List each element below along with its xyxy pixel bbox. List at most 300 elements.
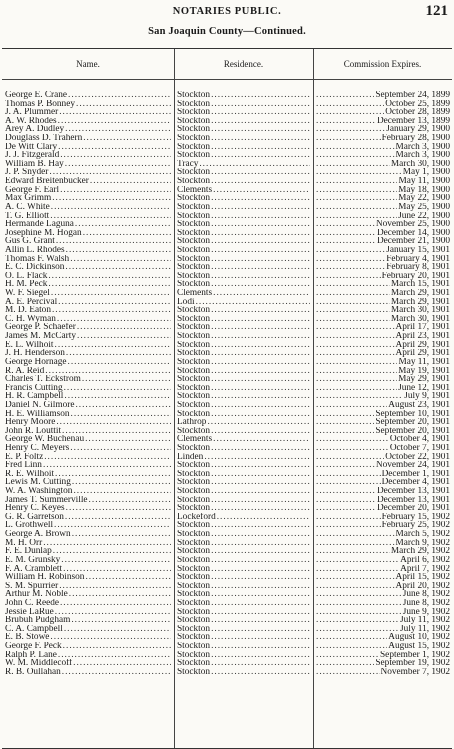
dot-leader: [211, 358, 310, 367]
residence: Stockton: [177, 314, 211, 324]
dot-leader: [54, 521, 171, 530]
table-row: [2, 565, 452, 574]
notary-name: S. M. Spurrier: [5, 581, 59, 591]
commission-expires: October 4, 1901: [389, 435, 450, 444]
residence-cell: [177, 246, 311, 255]
dot-leader: [211, 203, 310, 212]
residence: Stockton: [177, 624, 211, 634]
notary-name-cell: [5, 547, 172, 556]
commission-expires-cell: [315, 117, 450, 126]
notary-name: Fred Linn: [5, 461, 42, 470]
dot-leader: [211, 547, 310, 556]
residence: Stockton: [177, 504, 211, 513]
dot-leader: [211, 392, 310, 401]
residence: Stockton: [177, 349, 211, 358]
notary-name-cell: [5, 367, 172, 376]
residence: Stockton: [177, 530, 211, 539]
commission-expires-cell: [315, 392, 450, 401]
table-row: [2, 427, 452, 436]
notary-name: W. F. Siegel: [5, 289, 50, 298]
notary-name-cell: [5, 435, 172, 444]
notary-name-cell: [5, 444, 172, 453]
dot-leader: [316, 160, 390, 169]
residence: Stockton: [177, 254, 211, 264]
dot-leader: [316, 367, 397, 376]
dot-leader: [43, 461, 171, 470]
residence-cell: [177, 659, 311, 668]
residence: Stockton: [177, 375, 211, 384]
notary-name-cell: [5, 530, 172, 539]
commission-expires: February 8, 1901: [386, 263, 450, 272]
commission-expires: July 11, 1902: [399, 616, 450, 625]
table-row: [2, 323, 452, 332]
table-row: [2, 263, 452, 272]
residence-cell: [177, 599, 311, 608]
notary-name-cell: [5, 186, 172, 195]
residence: Stockton: [177, 598, 211, 608]
table-row: [2, 289, 452, 298]
dot-leader: [316, 323, 395, 332]
notary-name-cell: [5, 418, 172, 427]
dot-leader: [316, 117, 376, 126]
notary-name-cell: [5, 478, 172, 487]
commission-expires-cell: [315, 410, 450, 419]
notary-name-cell: [5, 341, 172, 350]
commission-expires: May 1, 1900: [402, 168, 450, 178]
residence: Stockton: [177, 581, 211, 591]
commission-expires: April 15, 1902: [395, 573, 450, 582]
commission-expires: May 29, 1901: [398, 375, 450, 384]
dot-leader: [77, 323, 171, 332]
dot-leader: [211, 315, 310, 324]
commission-expires-cell: [315, 367, 450, 376]
dot-leader: [65, 513, 171, 522]
dot-leader: [211, 384, 310, 393]
residence: Lodi: [177, 297, 195, 307]
residence-cell: [177, 194, 311, 203]
residence-cell: [177, 668, 311, 677]
dot-leader: [64, 384, 171, 393]
table-row: [2, 513, 452, 522]
notary-name-cell: [5, 384, 172, 393]
dot-leader: [211, 633, 310, 642]
residence-cell: [177, 108, 311, 117]
notary-name: A. C. White: [5, 202, 50, 212]
dot-leader: [316, 349, 395, 358]
notary-name-cell: [5, 496, 172, 505]
commission-expires: May 11, 1900: [398, 177, 450, 186]
residence-cell: [177, 237, 311, 246]
residence: Stockton: [177, 521, 211, 531]
commission-expires-cell: [315, 332, 450, 341]
residence: Stockton: [177, 332, 211, 341]
commission-expires-cell: [315, 547, 450, 556]
commission-expires: June 9, 1902: [402, 607, 450, 617]
commission-expires-cell: [315, 203, 450, 212]
notary-name-cell: [5, 521, 172, 530]
dot-leader: [211, 349, 310, 358]
commission-expires-cell: [315, 349, 450, 358]
residence: Stockton: [177, 142, 211, 152]
dot-leader: [316, 168, 402, 177]
section-title: San Joaquin County—Continued.: [148, 26, 306, 37]
table-row: [2, 496, 452, 505]
residence: Stockton: [177, 366, 211, 376]
commission-expires: April 7, 1902: [400, 564, 450, 574]
dot-leader: [85, 435, 171, 444]
dot-leader: [68, 358, 171, 367]
dot-leader: [55, 341, 171, 350]
notary-name: George F. Peck: [5, 642, 62, 651]
commission-expires: March 3, 1900: [395, 151, 450, 160]
commission-expires-cell: [315, 263, 450, 272]
dot-leader: [62, 668, 171, 677]
residence: Stockton: [177, 487, 211, 496]
commission-expires-cell: [315, 513, 450, 522]
dot-leader: [48, 280, 171, 289]
residence: Stockton: [177, 116, 211, 126]
notary-name: O. L. Flack: [5, 271, 48, 281]
notary-name: E. P. Foltz: [5, 452, 44, 462]
notary-name: George W. Buchenau: [5, 435, 85, 444]
notary-name: John R. Louttit: [5, 426, 62, 436]
dot-leader: [211, 582, 310, 591]
table-row: [2, 177, 452, 186]
notary-name: E. C. Dickinson: [5, 263, 65, 272]
residence-cell: [177, 504, 311, 513]
notary-name: Josephine M. Hogan: [5, 228, 82, 238]
table-row: [2, 633, 452, 642]
commission-expires-cell: [315, 427, 450, 436]
commission-expires: April 29, 1901: [395, 340, 450, 350]
commission-expires: March 9, 1902: [395, 538, 450, 548]
commission-expires: May 22, 1900: [398, 194, 450, 203]
commission-expires-cell: [315, 453, 450, 462]
notary-name: Daniel N. Gilmore: [5, 400, 75, 410]
dot-leader: [64, 392, 171, 401]
dot-leader: [49, 168, 171, 177]
commission-expires: September 10, 1901: [375, 409, 450, 419]
table-row: [2, 280, 452, 289]
dot-leader: [211, 556, 310, 565]
commission-expires: November 24, 1901: [375, 461, 450, 470]
commission-expires-cell: [315, 91, 450, 100]
residence-cell: [177, 435, 311, 444]
residence: Stockton: [177, 168, 211, 178]
commission-expires: July 9, 1901: [404, 392, 450, 401]
notary-name-cell: [5, 375, 172, 384]
notary-name: John C. Reede: [5, 598, 59, 608]
notary-name: Jessie LaRue: [5, 607, 54, 617]
notary-name: H. M. Peck: [5, 280, 48, 290]
notary-name: M. D. Eaton: [5, 306, 51, 315]
commission-expires: February 28, 1900: [381, 134, 450, 143]
notary-name-cell: [5, 160, 172, 169]
table-row: [2, 461, 452, 470]
table-row: [2, 168, 452, 177]
notary-name: James M. McCarty: [5, 332, 77, 341]
residence: Stockton: [177, 667, 211, 677]
table-row: [2, 470, 452, 479]
notary-name-cell: [5, 349, 172, 358]
dot-leader: [211, 177, 310, 186]
notary-name-cell: [5, 177, 172, 186]
residence-cell: [177, 358, 311, 367]
dot-leader: [63, 642, 171, 651]
table-row: [2, 375, 452, 384]
table-row: [2, 401, 452, 410]
dot-leader: [316, 246, 385, 255]
column-header-residence: Residence.: [223, 59, 264, 69]
notary-name: H. R. Campbell: [5, 392, 64, 401]
dot-leader: [204, 453, 310, 462]
residence: Stockton: [177, 426, 211, 436]
notary-name: E. L. Wilhoit: [5, 340, 54, 350]
dot-leader: [65, 263, 171, 272]
notary-name: Edward Breitenbucker: [5, 177, 89, 186]
dot-leader: [53, 547, 171, 556]
commission-expires-cell: [315, 444, 450, 453]
notary-name-cell: [5, 590, 172, 599]
dot-leader: [52, 306, 171, 315]
residence: Stockton: [177, 357, 211, 367]
dot-leader: [83, 229, 171, 238]
commission-expires-cell: [315, 168, 450, 177]
dot-leader: [213, 289, 310, 298]
dot-leader: [211, 608, 310, 617]
dot-leader: [75, 220, 171, 229]
commission-expires-cell: [315, 565, 450, 574]
commission-expires-cell: [315, 651, 450, 660]
dot-leader: [56, 237, 171, 246]
dot-leader: [66, 349, 171, 358]
residence: Stockton: [177, 659, 211, 668]
notary-name-cell: [5, 427, 172, 436]
dot-leader: [211, 194, 310, 203]
notary-name: Francis Cutting: [5, 383, 63, 393]
commission-expires: April 20, 1902: [395, 581, 450, 591]
dot-leader: [316, 625, 399, 634]
notary-name: Henry Moore: [5, 418, 56, 427]
notary-name-cell: [5, 134, 172, 143]
table-row: [2, 547, 452, 556]
notary-name-cell: [5, 470, 172, 479]
commission-expires-cell: [315, 521, 450, 530]
commission-expires-cell: [315, 590, 450, 599]
notary-name-cell: [5, 280, 172, 289]
dot-leader: [211, 212, 310, 221]
notary-name: M. H. Orr: [5, 538, 43, 548]
table-row: [2, 341, 452, 350]
residence-cell: [177, 616, 311, 625]
residence: Stockton: [177, 392, 211, 401]
dot-leader: [83, 134, 171, 143]
dot-leader: [85, 573, 171, 582]
commission-expires: March 29, 1901: [390, 289, 450, 298]
commission-expires: September 1, 1902: [380, 650, 450, 660]
notary-name-cell: [5, 401, 172, 410]
commission-expires-cell: [315, 160, 450, 169]
dot-leader: [71, 616, 171, 625]
table-row: [2, 530, 452, 539]
dot-leader: [211, 573, 310, 582]
residence-cell: [177, 642, 311, 651]
dot-leader: [316, 633, 387, 642]
commission-expires-cell: [315, 608, 450, 617]
residence-cell: [177, 590, 311, 599]
notary-name-cell: [5, 625, 172, 634]
notary-name: R. B. Oullahan: [5, 667, 61, 677]
residence-cell: [177, 367, 311, 376]
notary-name: Thomas F. Walsh: [5, 254, 70, 264]
notary-name-cell: [5, 91, 172, 100]
residence-cell: [177, 418, 311, 427]
dot-leader: [211, 306, 310, 315]
commission-expires-cell: [315, 375, 450, 384]
commission-expires-cell: [315, 625, 450, 634]
dot-leader: [316, 513, 381, 522]
commission-expires: November 7, 1902: [380, 667, 450, 677]
commission-expires-cell: [315, 306, 450, 315]
residence-cell: [177, 349, 311, 358]
residence: Clements: [177, 185, 213, 195]
notary-name: Hermande Laguna: [5, 220, 74, 229]
table-row: [2, 582, 452, 591]
residence: Stockton: [177, 564, 211, 574]
commission-expires-cell: [315, 143, 450, 152]
commission-expires: November 25, 1900: [375, 220, 450, 229]
table-header: [2, 49, 452, 80]
dot-leader: [50, 212, 171, 221]
residence: Stockton: [177, 590, 211, 599]
residence: Stockton: [177, 202, 211, 212]
commission-expires-cell: [315, 556, 450, 565]
notary-name-cell: [5, 212, 172, 221]
dot-leader: [207, 418, 310, 427]
dot-leader: [211, 659, 310, 668]
dot-leader: [316, 461, 375, 470]
notary-name: Henry C. Meyers: [5, 443, 70, 453]
notary-name: Charles T. Eckstrom: [5, 375, 81, 384]
commission-expires-cell: [315, 134, 450, 143]
commission-expires: May 11, 1901: [398, 357, 450, 367]
table-row: [2, 143, 452, 152]
residence: Lockeford: [177, 512, 216, 522]
dot-leader: [69, 590, 171, 599]
dot-leader: [64, 625, 171, 634]
dot-leader: [211, 272, 310, 281]
dot-leader: [316, 108, 384, 117]
commission-expires: October 25, 1899: [385, 99, 450, 109]
notary-name: R. A. Reid: [5, 366, 45, 376]
notaries-table: [2, 48, 452, 749]
table-row: [2, 125, 452, 134]
dot-leader: [316, 194, 397, 203]
dot-leader: [316, 375, 397, 384]
table-row: [2, 332, 452, 341]
dot-leader: [211, 91, 310, 100]
commission-expires-cell: [315, 298, 450, 307]
dot-leader: [316, 478, 381, 487]
commission-expires: April 6, 1902: [400, 555, 450, 565]
notary-name-cell: [5, 151, 172, 160]
notary-name: Henry C. Keyes: [5, 504, 65, 513]
residence: Stockton: [177, 469, 211, 479]
dot-leader: [316, 229, 376, 238]
notary-name-cell: [5, 108, 172, 117]
table-row: [2, 384, 452, 393]
residence-cell: [177, 556, 311, 565]
dot-leader: [211, 151, 310, 160]
dot-leader: [211, 642, 310, 651]
residence: Stockton: [177, 151, 211, 160]
residence-cell: [177, 263, 311, 272]
residence: Stockton: [177, 555, 211, 565]
commission-expires: April 29, 1901: [395, 349, 450, 358]
notary-name-cell: [5, 263, 172, 272]
commission-expires: September 24, 1899: [375, 91, 450, 100]
table-row: [2, 117, 452, 126]
commission-expires: March 30, 1901: [390, 314, 450, 324]
residence: Stockton: [177, 323, 211, 333]
notary-name: George E. Crane: [5, 91, 68, 100]
dot-leader: [211, 237, 310, 246]
residence: Stockton: [177, 461, 211, 470]
commission-expires-cell: [315, 461, 450, 470]
residence-cell: [177, 117, 311, 126]
dot-leader: [316, 582, 395, 591]
table-row: [2, 444, 452, 453]
residence: Stockton: [177, 478, 211, 488]
residence: Linden: [177, 452, 204, 462]
dot-leader: [316, 203, 397, 212]
table-row: [2, 220, 452, 229]
dot-leader: [316, 642, 387, 651]
commission-expires-cell: [315, 659, 450, 668]
table-row: [2, 160, 452, 169]
table-row: [2, 608, 452, 617]
notary-name-cell: [5, 289, 172, 298]
dot-leader: [316, 530, 395, 539]
dot-leader: [316, 418, 374, 427]
dot-leader: [211, 668, 310, 677]
table-row: [2, 91, 452, 100]
dot-leader: [316, 280, 390, 289]
dot-leader: [66, 504, 171, 513]
dot-leader: [211, 134, 310, 143]
table-row: [2, 298, 452, 307]
commission-expires-cell: [315, 401, 450, 410]
dot-leader: [211, 599, 310, 608]
commission-expires: April 17, 1901: [395, 323, 450, 333]
notary-name: Allin L. Rhodes: [5, 245, 65, 255]
notary-name-cell: [5, 332, 172, 341]
dot-leader: [211, 487, 310, 496]
notary-name: A. W. Rhodes: [5, 116, 57, 126]
dot-leader: [316, 444, 389, 453]
dot-leader: [68, 91, 171, 100]
dot-leader: [58, 117, 171, 126]
dot-leader: [316, 556, 399, 565]
commission-expires: February 15, 1902: [381, 512, 450, 522]
dot-leader: [316, 289, 390, 298]
dot-leader: [70, 444, 171, 453]
residence: Stockton: [177, 495, 211, 505]
notary-name: L. Grothwell: [5, 521, 54, 531]
notary-name-cell: [5, 117, 172, 126]
dot-leader: [50, 633, 171, 642]
dot-leader: [90, 177, 171, 186]
